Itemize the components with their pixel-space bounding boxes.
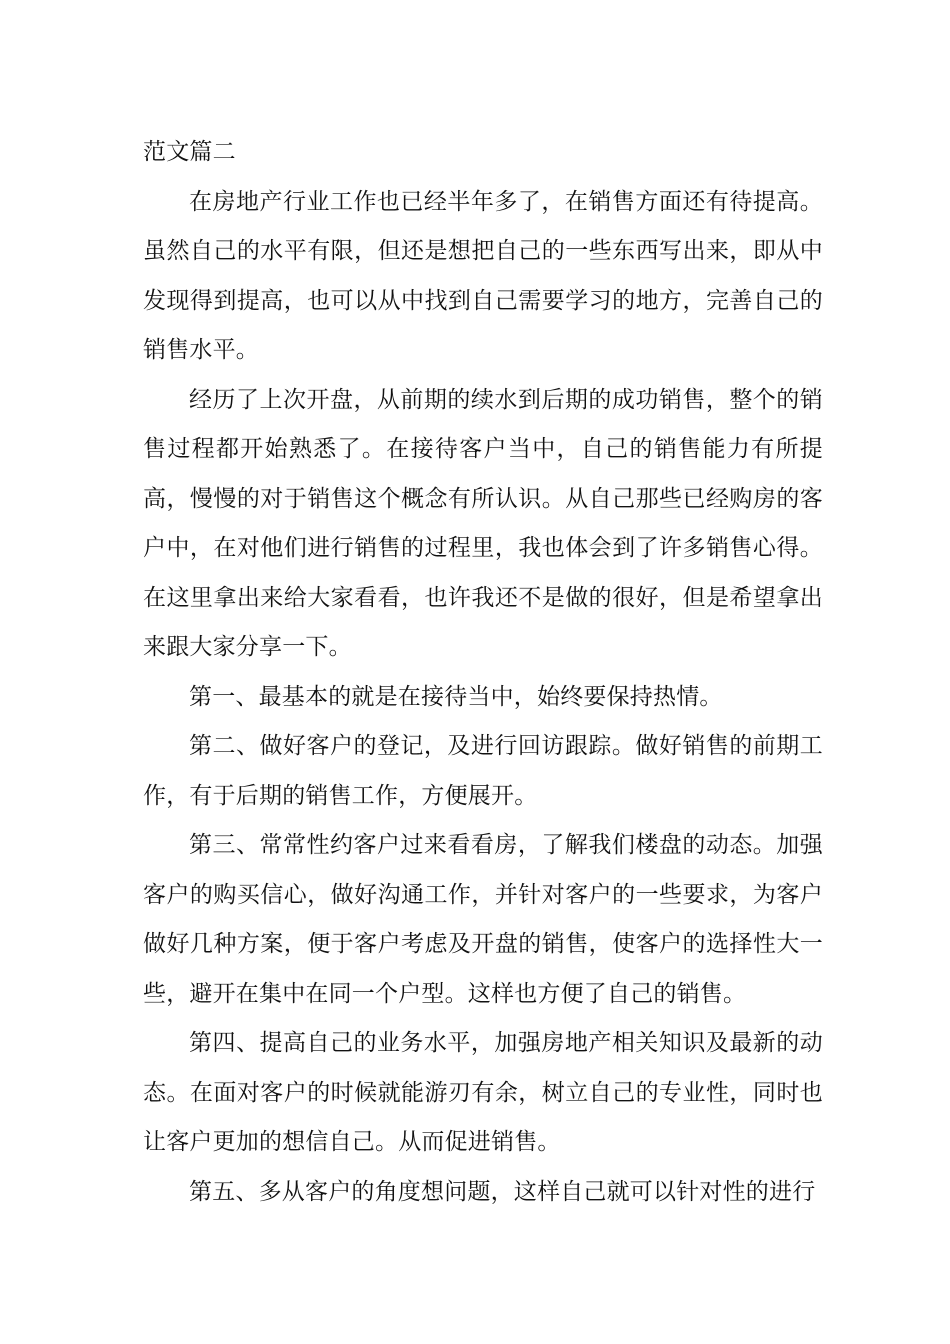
paragraph-point-1: 第一、最基本的就是在接待当中，始终要保持热情。 [189, 683, 723, 710]
document-body [143, 128, 823, 1217]
paragraph-intro: 在房地产行业工作也已经半年多了，在销售方面还有待提高。虽然自己的水平有限，但还是想把自己的一些东西写出来，即从中发现得到提高，也可以从中找到自己需要学习的地方，完善自己的销售水平。 [143, 188, 823, 363]
paragraph-point-2: 第二、做好客户的登记，及进行回访跟踪。做好销售的前期工作，有于后期的销售工作，方便展开。 [143, 733, 823, 809]
paragraph-point-3: 第三、常常性约客户过来看看房，了解我们楼盘的动态。加强客户的购买信心，做好沟通工作，并针对客户的一些要求，为客户做好几种方案，便于客户考虑及开盘的销售，使客户的选择性大一些，避开在集中在同一个户型。这样也方便了自己的销售。 [143, 832, 823, 1007]
section-heading: 范文篇二 [143, 139, 236, 165]
paragraph-experience: 经历了上次开盘，从前期的续水到后期的成功销售，整个的销售过程都开始熟悉了。在接待客户当中，自己的销售能力有所提高，慢慢的对于销售这个概念有所认识。从自己那些已经购房的客户中，在对他们进行销售的过程里，我也体会到了许多销售心得。在这里拿出来给大家看看，也许我还不是做的很好，但是希望拿出来跟大家分享一下。 [143, 386, 823, 660]
paragraph-point-5: 第五、多从客户的角度想问题，这样自己就可以针对性的进行 [189, 1178, 816, 1205]
paragraph-point-4: 第四、提高自己的业务水平，加强房地产相关知识及最新的动态。在面对客户的时候就能游刃有余，树立自己的专业性，同时也让客户更加的想信自己。从而促进销售。 [143, 1030, 823, 1155]
